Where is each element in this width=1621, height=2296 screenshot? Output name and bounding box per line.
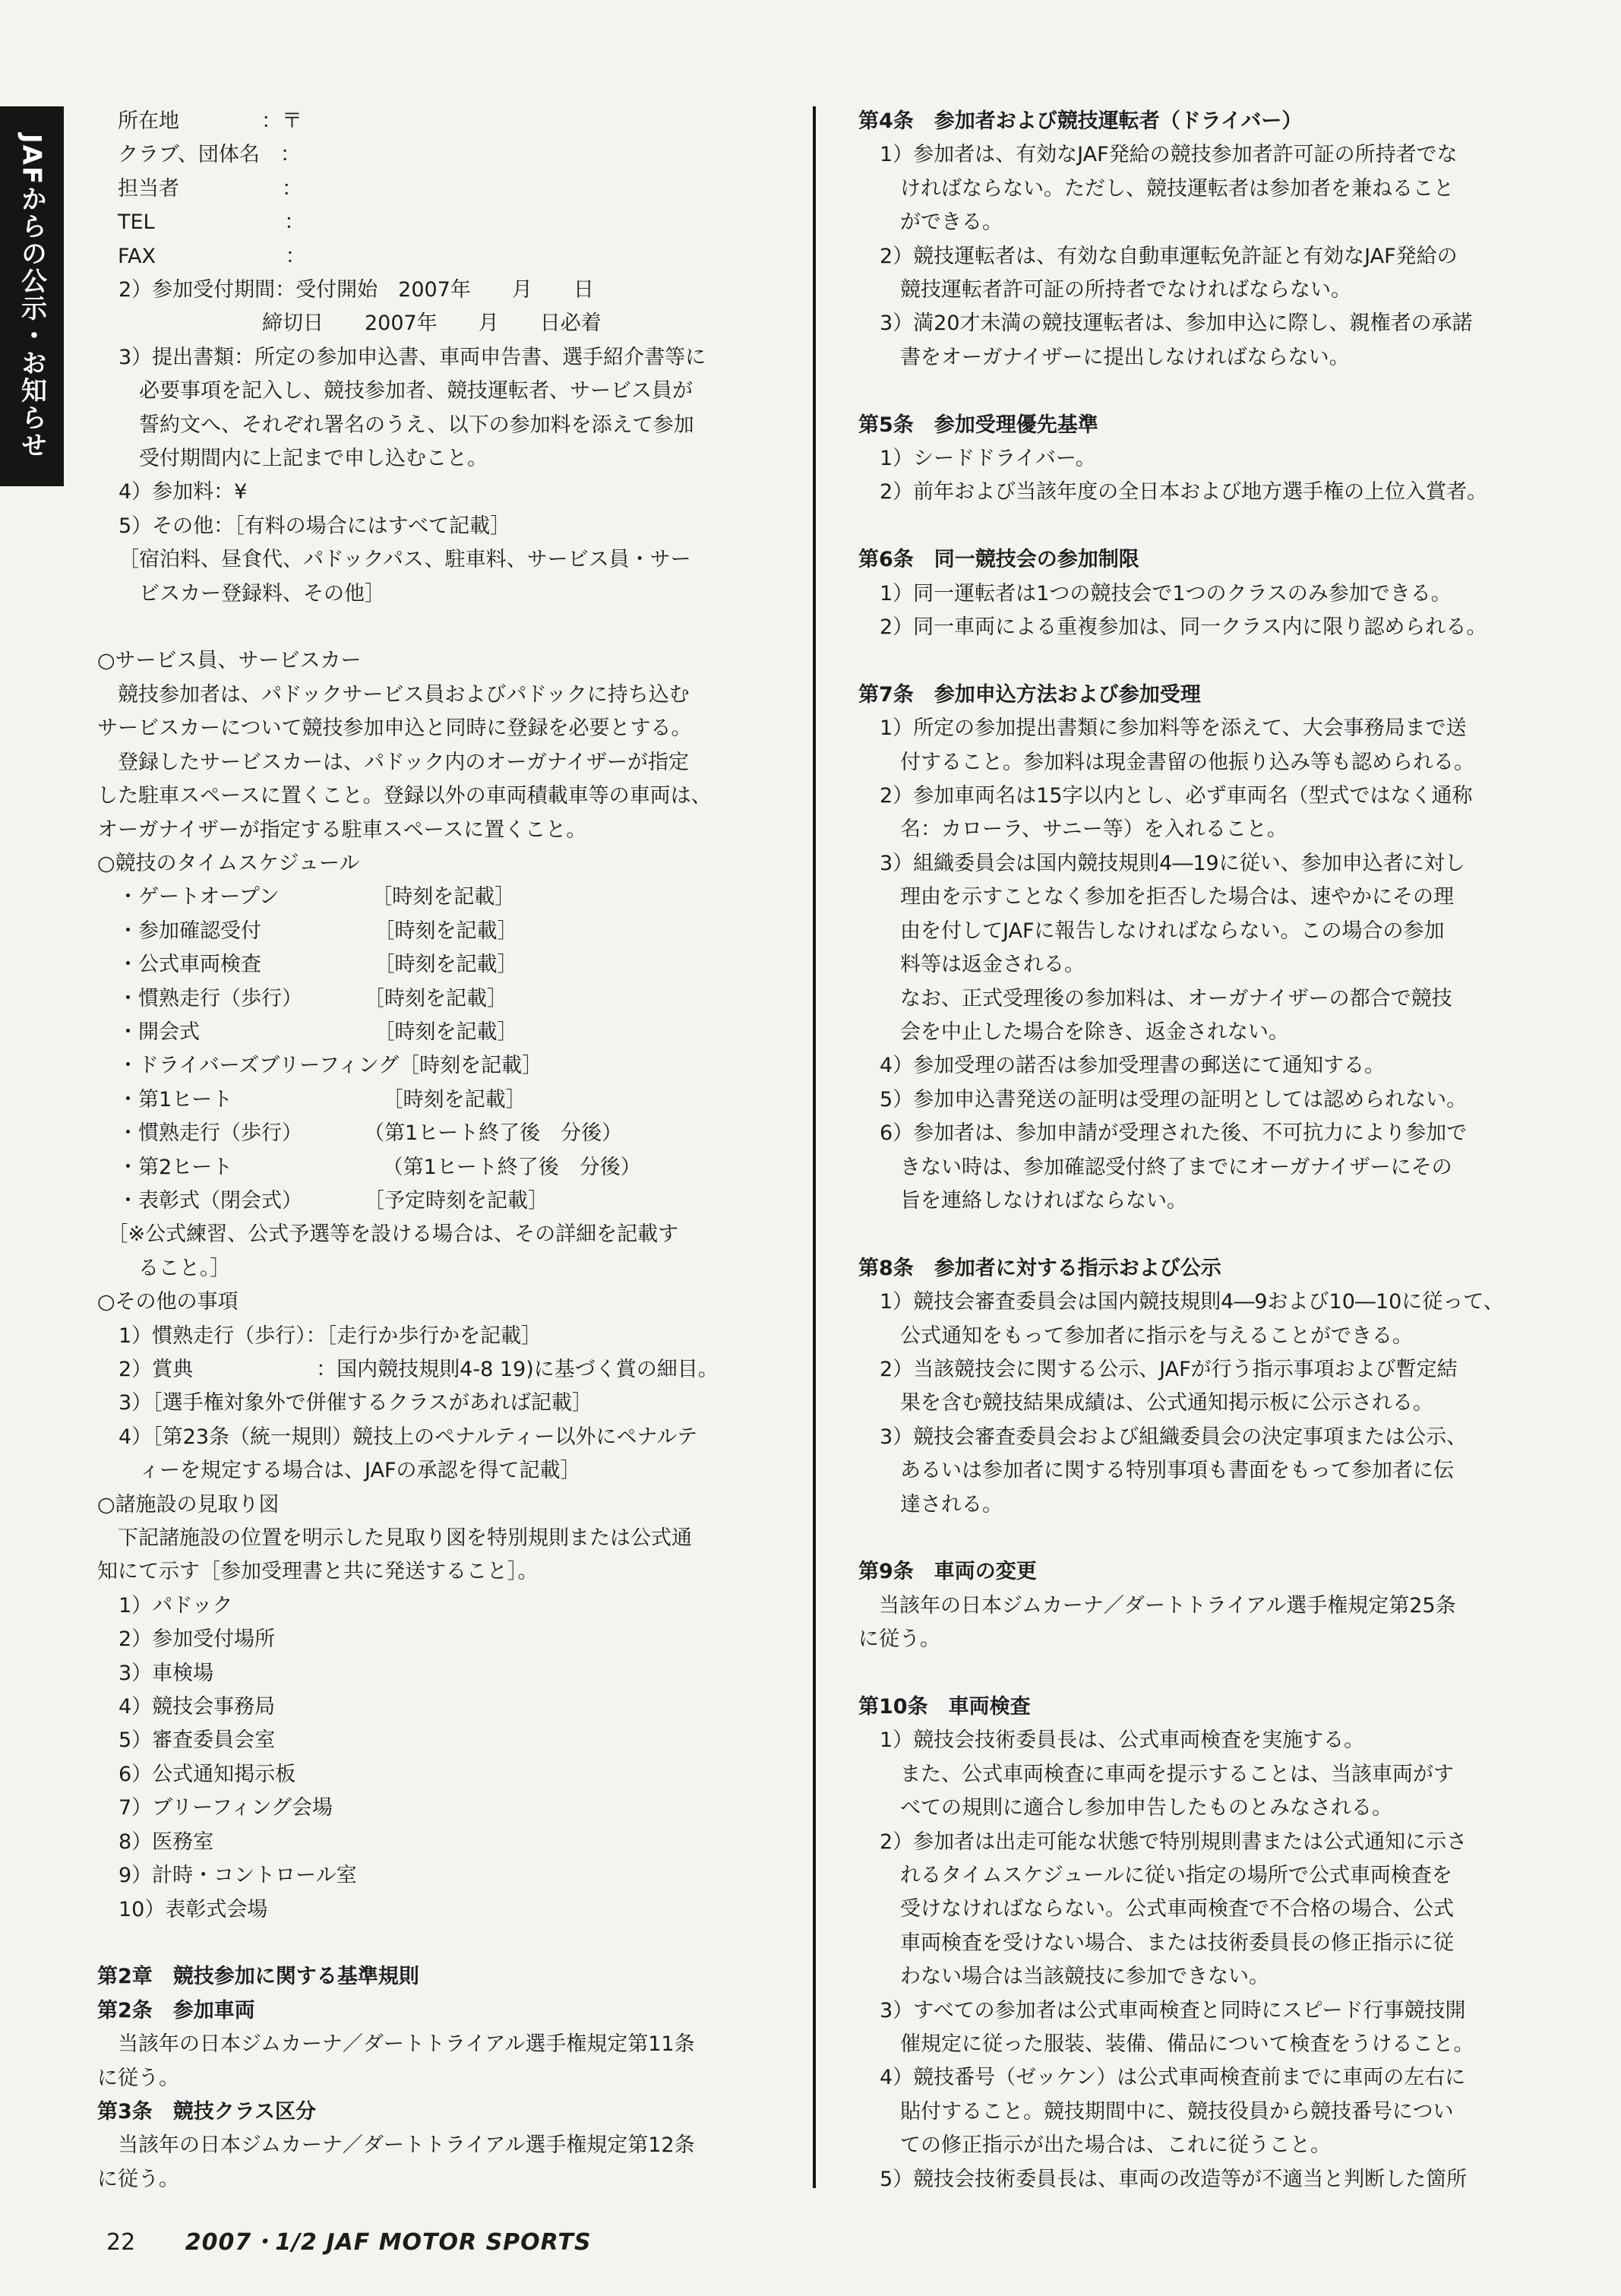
right-text-line: 競技運転者許可証の所持者でなければならない。 <box>880 278 1351 302</box>
right-text-line: 4）参加受理の諾否は参加受理書の郵送にて通知する。 <box>880 1054 1386 1078</box>
right-text-line: 催規定に従った服装、装備、備品について検査をうけること。 <box>880 2032 1474 2057</box>
right-text-line: ければならない。ただし、競技運転者は参加者を兼ねること <box>880 176 1454 201</box>
right-text-line: 4）競技番号（ゼッケン）は公式車両検査前までに車両の左右に <box>880 2066 1466 2090</box>
left-text-line: FAX ： <box>97 244 306 268</box>
right-text-heading: 第4条 参加者および競技運転者（ドライバー） <box>858 109 1303 133</box>
left-text-line: ・参加確認受付 ［時刻を記載］ <box>97 919 518 943</box>
right-text-line: 果を含む競技結果成績は、公式通知掲示板に公示される。 <box>880 1391 1433 1415</box>
right-text-line: 2）競技運転者は、有効な自動車運転免許証と有効なJAF発給の <box>880 244 1458 268</box>
right-text-line: 1）競技会審査委員会は国内競技規則4―9および10―10に従って、 <box>880 1290 1504 1314</box>
left-text-line: 担当者 ： <box>97 176 302 201</box>
right-text-line: 1）所定の参加提出書類に参加料等を添えて、大会事務局まで送 <box>880 716 1467 741</box>
left-text-line: 2）参加受付場所 <box>118 1627 276 1652</box>
left-text-line: 締切日 2007年 月 日必着 <box>118 312 602 336</box>
left-text-line: 受付期間内に上記まで申し込むこと。 <box>118 447 488 471</box>
left-text-line: ・慣熟走行（歩行） ［時刻を記載］ <box>97 986 507 1010</box>
left-text-line: ○競技のタイムスケジュール <box>97 851 360 875</box>
right-text-line: に従う。 <box>858 1627 940 1652</box>
right-text-heading: 第9条 車両の変更 <box>858 1560 1037 1584</box>
left-text-line: 1）パドック <box>118 1593 233 1618</box>
left-text-line: 8）医務室 <box>118 1830 214 1854</box>
left-text-line: ○サービス員、サービスカー <box>97 649 362 673</box>
left-text-line: 3）提出書類：所定の参加申込書、車両申告書、選手紹介書等に <box>118 345 706 369</box>
right-text-line: 3）組織委員会は国内競技規則4―19に従い、参加申込者に対し <box>880 851 1465 875</box>
left-text-line: 所在地 ：〒 <box>97 109 302 133</box>
page-number: 22 <box>106 2229 136 2256</box>
left-text-heading: 第2条 参加車両 <box>97 1998 255 2022</box>
right-text-line: きない時は、参加確認受付終了までにオーガナイザーにその <box>880 1155 1452 1179</box>
left-text-line: 6）公式通知掲示板 <box>118 1762 296 1786</box>
right-text-line: 書をオーガナイザーに提出しなければならない。 <box>880 345 1350 369</box>
right-text-line: 3）満20才未満の競技運転者は、参加申込に際し、親権者の承諾 <box>880 312 1473 336</box>
left-text-line: 必要事項を記入し、競技参加者、競技運転者、サービス員が <box>118 379 693 403</box>
right-text-line: 当該年の日本ジムカーナ／ダートトライアル選手権規定第25条 <box>858 1593 1456 1618</box>
right-text-line: 3）すべての参加者は公式車両検査と同時にスピード行事競技開 <box>880 1998 1466 2022</box>
right-text-line: 受けなければならない。公式車両検査で不合格の場合、公式 <box>880 1897 1454 1921</box>
left-text-line: 登録したサービスカーは、パドック内のオーガナイザーが指定 <box>97 750 689 774</box>
right-column <box>858 105 1540 2196</box>
right-text-line: 2）同一車両による重複参加は、同一クラス内に限り認められる。 <box>880 615 1487 640</box>
right-text-line <box>858 644 1540 678</box>
left-text-line: 7）ブリーフィング会場 <box>118 1796 333 1820</box>
right-text-heading: 第6条 同一競技会の参加制限 <box>858 548 1139 572</box>
left-text-line: TEL ： <box>97 210 305 235</box>
left-text-line: ・慣熟走行（歩行） （第1ヒート終了後 分後） <box>97 1121 623 1146</box>
right-text-heading: 第10条 車両検査 <box>858 1695 1031 1719</box>
left-text-line: ・ゲートオープン ［時刻を記載］ <box>97 885 516 909</box>
magazine-title: 2007・1/2 JAF MOTOR SPORTS <box>185 2229 592 2256</box>
left-text-line: に従う。 <box>97 2066 179 2090</box>
left-text-line: 10）表彰式会場 <box>118 1897 268 1921</box>
right-text-line: 旨を連絡しなければならない。 <box>880 1188 1187 1213</box>
left-text-line: 知にて示す［参加受理書と共に発送すること］。 <box>97 1560 539 1584</box>
left-text-line: サービスカーについて競技参加申込と同時に登録を必要とする。 <box>97 716 692 741</box>
right-text-heading: 第8条 参加者に対する指示および公示 <box>858 1256 1221 1280</box>
right-text-line: あるいは参加者に関する特別事項も書面をもって参加者に伝 <box>880 1459 1454 1483</box>
left-text-line: ・第2ヒート （第1ヒート終了後 分後） <box>97 1155 641 1179</box>
right-text-line: 1）同一運転者は1つの競技会で1つのクラスのみ参加できる。 <box>880 581 1452 606</box>
right-text-line: わない場合は当該競技に参加できない。 <box>880 1965 1269 1989</box>
left-text-line: クラブ、団体名 ： <box>97 143 301 167</box>
right-text-line: 達される。 <box>880 1492 1003 1516</box>
right-text-line <box>858 1218 1540 1251</box>
right-text-line: ての修正指示が出た場合は、これに従うこと。 <box>880 2133 1331 2158</box>
left-text-line: オーガナイザーが指定する駐車スペースに置くこと。 <box>97 818 587 842</box>
left-text-line: 当該年の日本ジムカーナ／ダートトライアル選手権規定第12条 <box>97 2133 695 2158</box>
right-text-line: 名：カローラ、サニー等）を入れること。 <box>880 818 1288 842</box>
right-text-line: 貼付すること。競技期間中に、競技役員から競技番号につい <box>880 2099 1454 2124</box>
left-text-line: 5）その他：［有料の場合にはすべて記載］ <box>118 514 511 538</box>
left-text-line: ・第1ヒート ［時刻を記載］ <box>97 1087 526 1112</box>
left-text-line: ・開会式 ［時刻を記載］ <box>97 1020 518 1044</box>
left-text-line: 3）［選手権対象外で併催するクラスがあれば記載］ <box>118 1391 592 1415</box>
left-text-heading: 第3条 競技クラス区分 <box>97 2099 316 2124</box>
right-text-line: なお、正式受理後の参加料は、オーガナイザーの都合で競技 <box>880 986 1452 1010</box>
right-text-line: 5）競技会技術委員長は、車両の改造等が不適当と判断した箇所 <box>880 2167 1468 2191</box>
left-text-line: ること。］ <box>97 1256 231 1280</box>
right-text-line: 2）当該競技会に関する公示、JAFが行う指示事項および暫定結 <box>880 1357 1458 1381</box>
right-text-heading: 第7条 参加申込方法および参加受理 <box>858 682 1201 707</box>
right-text-line: 3）競技会審査委員会および組織委員会の決定事項または公示、 <box>880 1425 1468 1449</box>
left-text-line: 4）参加料：¥ <box>118 480 248 504</box>
left-text-line: ［宿泊料、昼食代、パドックパス、駐車料、サービス員・サー <box>118 548 691 572</box>
right-text-line <box>858 375 1540 408</box>
left-text-line: 4）［第23条（統一規則）競技上のペナルティー以外にペナルテ <box>118 1425 698 1449</box>
right-text-line: 2）前年および当該年度の全日本および地方選手権の上位入賞者。 <box>880 480 1488 504</box>
left-text-line: 当該年の日本ジムカーナ／ダートトライアル選手権規定第11条 <box>97 2032 695 2057</box>
right-text-line: 2）参加車両名は15字以内とし、必ず車両名（型式ではなく通称 <box>880 784 1473 808</box>
right-text-line: 会を中止した場合を除き、返金されない。 <box>880 1020 1289 1044</box>
right-text-line <box>858 1522 1540 1555</box>
left-text-line: 3）車検場 <box>118 1661 214 1685</box>
left-text-line: 9）計時・コントロール室 <box>118 1864 357 1888</box>
left-text-line: 2）参加受付期間：受付開始 2007年 月 日 <box>118 278 594 302</box>
right-text-line: べての規則に適合し参加申告したものとみなされる。 <box>880 1796 1392 1820</box>
right-text-line <box>858 510 1540 543</box>
right-text-line: 料等は返金される。 <box>880 953 1085 977</box>
left-text-line: ・表彰式（閉会式） ［予定時刻を記載］ <box>97 1188 548 1213</box>
footer <box>106 2223 592 2256</box>
left-text-line: ○その他の事項 <box>97 1290 239 1314</box>
left-text-line: ビスカー登録料、その他］ <box>118 581 385 606</box>
left-text-line: ○諸施設の見取り図 <box>97 1492 280 1516</box>
left-text-heading: 第2章 競技参加に関する基準規則 <box>97 1965 419 1989</box>
left-text-line: 2）賞典 ：国内競技規則4-8 19)に基づく賞の細目。 <box>118 1358 719 1382</box>
right-text-line: 公式通知をもって参加者に指示を与えることができる。 <box>880 1324 1413 1348</box>
right-text-line <box>858 1657 1540 1690</box>
right-text-line: 1）シードドライバー。 <box>880 447 1096 471</box>
right-text-line: れるタイムスケジュールに従い指定の場所で公式車両検査を <box>880 1864 1452 1888</box>
left-text-line: 1）慣熟走行（歩行）：［走行か歩行かを記載］ <box>118 1324 542 1348</box>
right-text-line: 車両検査を受けない場合、または技術委員長の修正指示に従 <box>880 1931 1454 1955</box>
right-text-line: 5）参加申込書発送の証明は受理の証明としては認められない。 <box>880 1087 1468 1112</box>
left-text-line: 下記諸施設の位置を明示した見取り図を特別規則または公式通 <box>97 1526 692 1551</box>
right-text-line: また、公式車両検査に車両を提示することは、当該車両がす <box>880 1762 1454 1786</box>
left-text-line: ィーを規定する場合は、JAFの承認を得て記載］ <box>118 1459 581 1483</box>
left-text-line: した駐車スペースに置くこと。登録以外の車両積載車等の車両は、 <box>97 784 712 808</box>
right-text-heading: 第5条 参加受理優先基準 <box>858 413 1098 437</box>
right-text-line: 由を付してJAFに報告しなければならない。この場合の参加 <box>880 919 1445 943</box>
left-text-line: ・公式車両検査 ［時刻を記載］ <box>97 953 518 977</box>
right-text-line: 理由を示すことなく参加を拒否した場合は、速やかにその理 <box>880 885 1454 909</box>
left-text-line <box>97 611 781 644</box>
right-text-line: 6）参加者は、参加申請が受理された後、不可抗力により参加で <box>880 1121 1468 1146</box>
right-text-line: ができる。 <box>880 210 1003 235</box>
left-text-line: 誓約文へ、それぞれ署名のうえ、以下の参加料を添えて参加 <box>118 413 694 437</box>
left-text-line: に従う。 <box>97 2167 179 2191</box>
right-text-line: 2）参加者は出走可能な状態で特別規則書または公式通知に示さ <box>880 1830 1468 1854</box>
left-text-line: ［※公式練習、公式予選等を設ける場合は、その詳細を記載す <box>97 1222 679 1247</box>
left-text-line <box>97 1927 781 1960</box>
right-text-line: 1）競技会技術委員長は、公式車両検査を実施する。 <box>880 1728 1365 1753</box>
left-column <box>97 105 781 2196</box>
left-text-line: ・ドライバーズブリーフィング［時刻を記載］ <box>97 1054 543 1078</box>
right-text-line: 1）参加者は、有効なJAF発給の競技参加者許可証の所持者でな <box>880 143 1458 167</box>
left-text-line: 5）審査委員会室 <box>118 1728 276 1753</box>
left-text-line: 4）競技会事務局 <box>118 1695 276 1719</box>
right-text-line: 付すること。参加料は現金書留の他振り込み等も認められる。 <box>880 750 1474 774</box>
section-tab: JAFからの公示・お知らせ <box>0 106 64 486</box>
column-divider <box>813 106 816 2188</box>
left-text-line: 競技参加者は、パドックサービス員およびパドックに持ち込む <box>97 682 690 707</box>
